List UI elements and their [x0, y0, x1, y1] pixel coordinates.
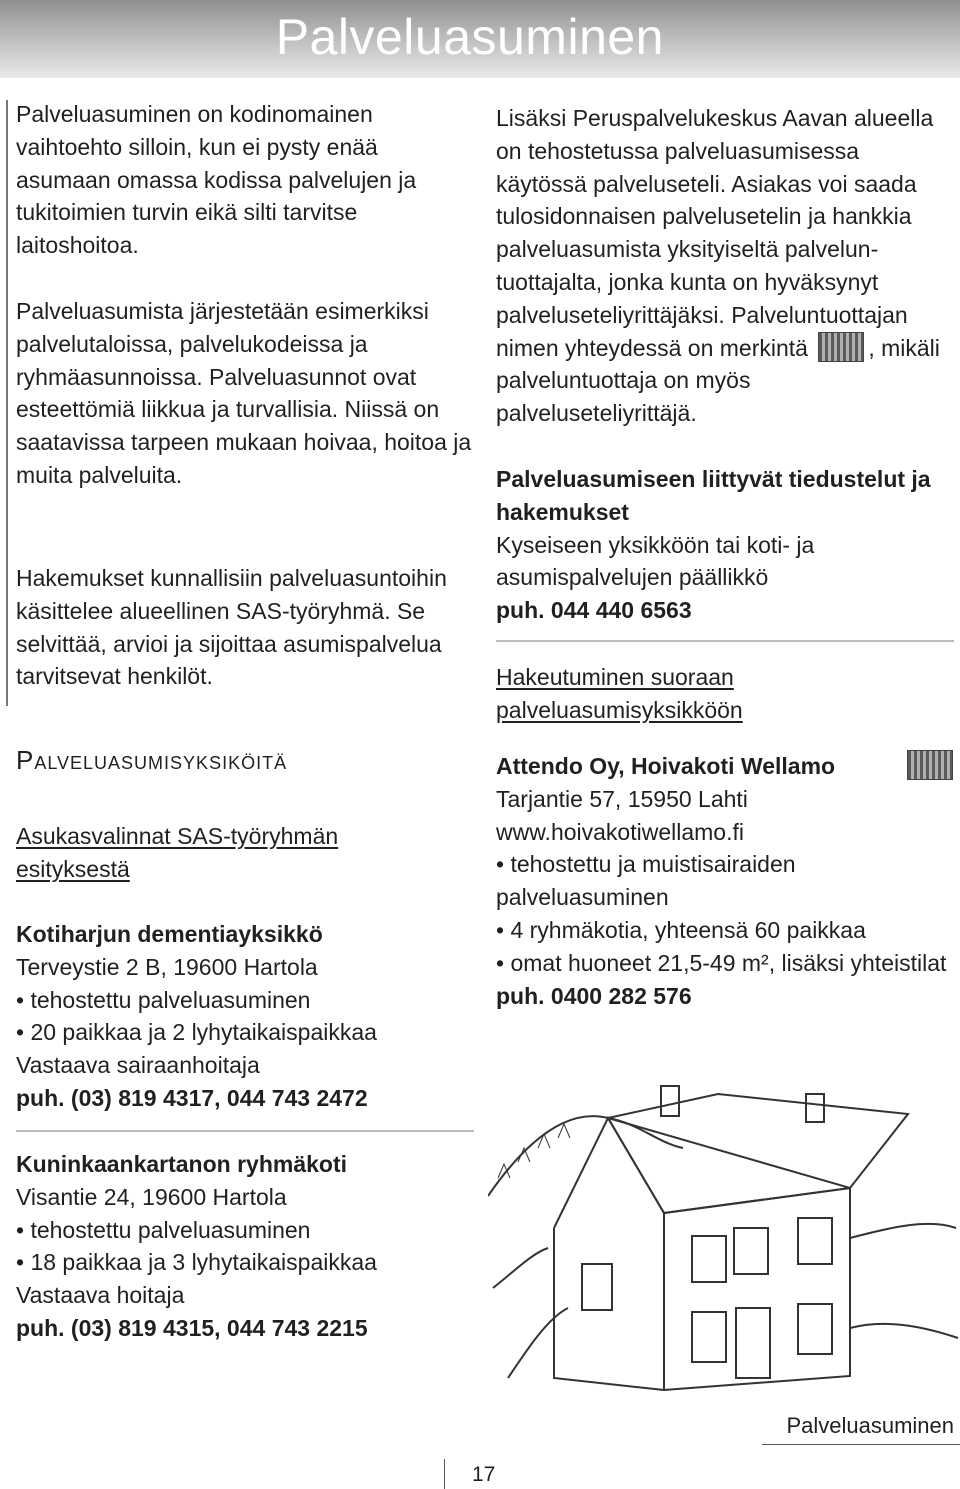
unit-phone: puh. (03) 819 4317, 044 743 2472 [16, 1084, 368, 1111]
service-voucher-flag-icon [818, 332, 864, 362]
unit-kuninkaankartano [16, 1148, 476, 1345]
unit-kotiharju [16, 918, 476, 1115]
intro-paragraph-2: Palveluasumista järjestetään esimerkiksi palvelutaloissa, palvelukodeissa ja ryhmäasunnoissa. Palveluasunnot ovat esteettömiä liikkua ja turvallisia. Niissä on saatavissa tarpeen mukaan hoivaa, hoitoa ja muita palveluita. [16, 298, 472, 488]
direct-heading: Hakeutuminen suoraan palveluasumisyksikköön [496, 664, 743, 723]
inquiries-block [496, 463, 956, 627]
inquiries-heading: Palveluasumiseen liittyvät tiedustelut ja hakemukset [496, 466, 931, 525]
provider-bullet: • omat huoneet 21,5-49 m², lisäksi yhteistilat [496, 947, 956, 980]
sas-subheading: Asukasvalinnat SAS-työryhmän esityksestä [16, 823, 339, 882]
footer-label: Palveluasuminen [786, 1413, 954, 1438]
left-margin-rule [6, 100, 8, 706]
page-number: 17 [472, 1463, 496, 1486]
voucher-paragraph: Lisäksi Peruspalvelukeskus Aavan alueella on tehostetussa palveluasumisessa käytössä palveluseteli. Asiakas voi saada tulosidonnaisen palvelusetelin ja hankkia palveluasumista yksityiseltä palvelun-tuottajalta, jonka kunta on hyväksynyt palveluseteliyrittäjäksi. Palveluntuottajan nimen yhteydessä on merkintä , mikäli palveluntuottaja on myös palveluseteliyrittäjä. [496, 105, 940, 427]
inquiries-text: Kyseiseen yksikköön tai koti- ja asumispalvelujen päällikkö [496, 531, 815, 591]
page-title: Palveluasuminen [275, 9, 664, 65]
unit-name: Kotiharjun dementiayksikkö [16, 921, 323, 947]
unit-contact: Vastaava sairaanhoitaja [16, 1052, 260, 1079]
divider [16, 1130, 474, 1132]
inquiries-phone: puh. 044 440 6563 [496, 597, 692, 624]
provider-phone: puh. 0400 282 576 [496, 982, 692, 1009]
footer-rule [762, 1444, 960, 1445]
unit-address: Visantie 24, 19600 Hartola [16, 1183, 287, 1210]
divider [496, 640, 954, 642]
unit-bullet: • 18 paikkaa ja 3 lyhytaikaispaikkaa [16, 1246, 476, 1279]
house-sketch-illustration [488, 1078, 960, 1396]
unit-name: Kuninkaankartanon ryhmäkoti [16, 1151, 348, 1177]
unit-phone: puh. (03) 819 4315, 044 743 2215 [16, 1314, 368, 1341]
provider-web: www.hoivakotiwellamo.fi [496, 818, 744, 845]
provider-wellamo [496, 750, 956, 1012]
provider-name: Attendo Oy, Hoivakoti Wellamo [496, 753, 836, 779]
header-bar [0, 0, 960, 78]
section-title: Palveluasumisyksiköitä [16, 745, 288, 775]
page-number-rule [444, 1459, 445, 1489]
unit-address: Terveystie 2 B, 19600 Hartola [16, 953, 318, 980]
provider-bullet: • 4 ryhmäkotia, yhteensä 60 paikkaa [496, 914, 956, 947]
intro-paragraph-3: Hakemukset kunnallisiin palveluasuntoihin käsittelee alueellinen SAS-työryhmä. Se selvittää, arvioi ja sijoittaa asumispalvelua tarvitsevat henkilöt. [16, 565, 447, 690]
unit-contact: Vastaava hoitaja [16, 1282, 185, 1309]
service-voucher-flag-icon [907, 750, 953, 780]
unit-bullet: • 20 paikkaa ja 2 lyhytaikaispaikkaa [16, 1016, 476, 1049]
provider-address: Tarjantie 57, 15950 Lahti [496, 785, 748, 812]
intro-paragraph-1: Palveluasuminen on kodinomainen vaihtoehto silloin, kun ei pysty enää asumaan omassa kodissa palvelujen ja tukitoimien turvin eikä silti tarvitse laitoshoitoa. [16, 101, 417, 259]
unit-bullet: • tehostettu palveluasuminen [16, 1214, 476, 1247]
provider-bullet: • tehostettu ja muistisairaiden palveluasuminen [496, 848, 956, 914]
unit-bullet: • tehostettu palveluasuminen [16, 984, 476, 1017]
